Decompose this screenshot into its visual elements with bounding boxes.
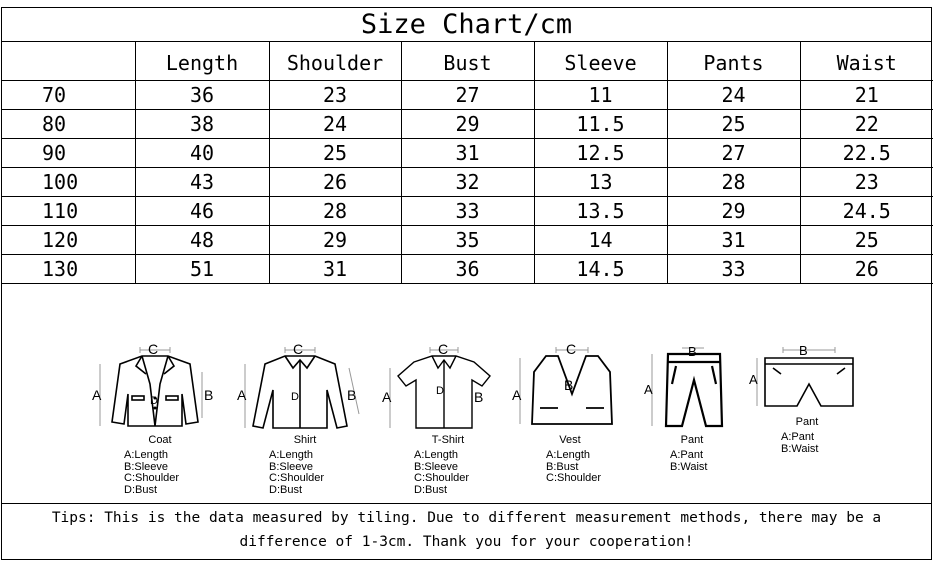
- svg-text:B: B: [347, 387, 357, 403]
- table-row: [2, 139, 933, 168]
- cell-sleeve: 11: [534, 81, 667, 110]
- legend-line: B:Sleeve: [414, 460, 459, 473]
- svg-text:B: B: [474, 389, 484, 405]
- table-row: [2, 81, 933, 110]
- garment-name: Pant: [680, 434, 704, 446]
- cell-waist: 22.5: [800, 139, 933, 168]
- cell-pants: 27: [667, 139, 800, 168]
- legend-line: D:Bust: [414, 483, 448, 496]
- table-row: [2, 255, 933, 284]
- svg-text:B: B: [204, 387, 214, 403]
- cell-pants: 29: [667, 197, 800, 226]
- legend-line: B:Sleeve: [124, 460, 169, 473]
- garment-shirt: [235, 344, 375, 496]
- coat-icon: [90, 344, 220, 432]
- legend-line: A:Length: [546, 449, 591, 461]
- measurement-diagram: [2, 282, 931, 504]
- svg-text:A: A: [237, 387, 247, 403]
- svg-text:D: D: [291, 391, 299, 403]
- svg-text:C: C: [293, 344, 304, 357]
- svg-text:A: A: [749, 372, 758, 387]
- shorts-icon: [747, 344, 867, 414]
- legend-line: C:Shoulder: [124, 472, 180, 484]
- garment-tshirt: [378, 344, 518, 496]
- cell-size: 120: [2, 226, 135, 255]
- legend-line: A:Pant: [781, 431, 815, 443]
- svg-text:A: A: [644, 382, 653, 397]
- table-row: [2, 226, 933, 255]
- cell-waist: 23: [800, 168, 933, 197]
- cell-bust: 31: [401, 139, 534, 168]
- legend-line: C:Shoulder: [414, 472, 470, 484]
- cell-bust: 35: [401, 226, 534, 255]
- tips-line-1: Tips: This is the data measured by tiling. Due to different measurement methods, there may be a: [51, 510, 882, 526]
- header-pants: Pants: [667, 42, 800, 81]
- svg-text:A: A: [92, 387, 102, 403]
- legend-line: A:Length: [269, 449, 314, 461]
- cell-size: 70: [2, 81, 135, 110]
- header-length: Length: [135, 42, 269, 81]
- cell-shoulder: 24: [269, 110, 401, 139]
- vest-icon: [510, 344, 630, 432]
- cell-pants: 25: [667, 110, 800, 139]
- svg-text:C: C: [566, 344, 577, 357]
- cell-size: 110: [2, 197, 135, 226]
- cell-sleeve: 11.5: [534, 110, 667, 139]
- garment-shorts: [747, 344, 887, 455]
- cell-length: 43: [135, 168, 269, 197]
- table-row: [2, 110, 933, 139]
- legend-line: B:Bust: [546, 460, 579, 473]
- garment-legend: [90, 450, 230, 496]
- cell-bust: 33: [401, 197, 534, 226]
- cell-pants: 31: [667, 226, 800, 255]
- header-bust: Bust: [401, 42, 534, 81]
- cell-sleeve: 13: [534, 168, 667, 197]
- cell-bust: 29: [401, 110, 534, 139]
- cell-length: 46: [135, 197, 269, 226]
- cell-shoulder: 25: [269, 139, 401, 168]
- svg-text:D: D: [436, 385, 444, 397]
- chart-title: Size Chart/cm: [2, 8, 931, 42]
- cell-length: 38: [135, 110, 269, 139]
- legend-line: A:Length: [124, 449, 169, 461]
- cell-waist: 22: [800, 110, 933, 139]
- cell-sleeve: 14.5: [534, 255, 667, 284]
- garment-name: T-Shirt: [431, 434, 465, 446]
- legend-line: B:Waist: [781, 442, 819, 455]
- legend-line: B:Sleeve: [269, 460, 314, 473]
- cell-shoulder: 29: [269, 226, 401, 255]
- cell-shoulder: 26: [269, 168, 401, 197]
- garment-name: Pant: [795, 416, 819, 428]
- svg-text:B: B: [688, 344, 697, 359]
- table-header-row: [2, 42, 933, 81]
- svg-text:C: C: [438, 344, 449, 357]
- cell-bust: 36: [401, 255, 534, 284]
- svg-text:A: A: [512, 387, 522, 403]
- svg-text:D: D: [150, 395, 158, 407]
- cell-waist: 24.5: [800, 197, 933, 226]
- cell-length: 51: [135, 255, 269, 284]
- cell-waist: 25: [800, 226, 933, 255]
- cell-shoulder: 28: [269, 197, 401, 226]
- cell-bust: 32: [401, 168, 534, 197]
- size-chart-frame: [1, 7, 932, 560]
- legend-line: A:Pant: [670, 449, 704, 461]
- pants-icon: [642, 344, 742, 432]
- cell-shoulder: 31: [269, 255, 401, 284]
- garment-legend: [510, 450, 650, 485]
- garment-legend: [235, 450, 375, 496]
- header-size: [2, 42, 135, 81]
- garment-name: Vest: [559, 434, 581, 446]
- header-shoulder: Shoulder: [269, 42, 401, 81]
- garment-legend: [378, 450, 518, 496]
- garment-vest: [510, 344, 650, 485]
- svg-text:B: B: [799, 344, 808, 358]
- cell-pants: 24: [667, 81, 800, 110]
- cell-sleeve: 14: [534, 226, 667, 255]
- legend-line: D:Bust: [124, 483, 158, 496]
- cell-length: 48: [135, 226, 269, 255]
- header-waist: Waist: [800, 42, 933, 81]
- garment-name: Shirt: [293, 434, 317, 446]
- legend-line: B:Waist: [670, 460, 708, 473]
- shirt-icon: [235, 344, 365, 432]
- cell-sleeve: 12.5: [534, 139, 667, 168]
- tips-line-2: difference of 1-3cm. Thank you for your cooperation!: [239, 534, 694, 550]
- tshirt-icon: [378, 344, 508, 432]
- cell-waist: 26: [800, 255, 933, 284]
- garment-legend: [747, 432, 887, 455]
- size-table: [2, 42, 933, 284]
- garment-name: Coat: [148, 434, 172, 446]
- cell-length: 36: [135, 81, 269, 110]
- legend-line: C:Shoulder: [546, 472, 602, 484]
- cell-pants: 28: [667, 168, 800, 197]
- cell-sleeve: 13.5: [534, 197, 667, 226]
- garment-coat: [90, 344, 230, 496]
- cell-size: 90: [2, 139, 135, 168]
- cell-waist: 21: [800, 81, 933, 110]
- cell-size: 80: [2, 110, 135, 139]
- cell-length: 40: [135, 139, 269, 168]
- svg-text:A: A: [382, 389, 392, 405]
- table-row: [2, 168, 933, 197]
- svg-text:C: C: [148, 344, 159, 357]
- svg-text:B: B: [564, 377, 574, 393]
- legend-line: C:Shoulder: [269, 472, 325, 484]
- legend-line: D:Bust: [269, 483, 303, 496]
- header-sleeve: Sleeve: [534, 42, 667, 81]
- cell-size: 130: [2, 255, 135, 284]
- legend-line: A:Length: [414, 449, 459, 461]
- cell-shoulder: 23: [269, 81, 401, 110]
- cell-bust: 27: [401, 81, 534, 110]
- tips-note: [2, 506, 931, 554]
- cell-pants: 33: [667, 255, 800, 284]
- table-row: [2, 197, 933, 226]
- cell-size: 100: [2, 168, 135, 197]
